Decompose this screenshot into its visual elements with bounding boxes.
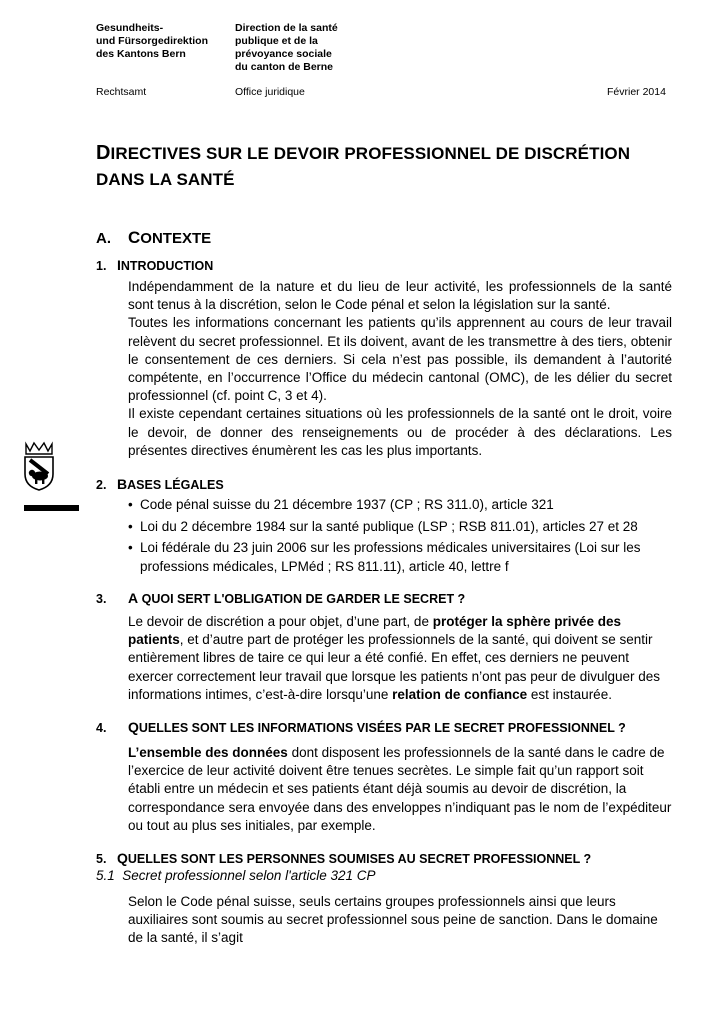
emphasis: L’ensemble des données — [128, 745, 288, 760]
heading-rest: QUOI SERT L'OBLIGATION DE GARDER LE SECRET ? — [138, 592, 466, 606]
heading-number: 3. — [96, 592, 107, 606]
heading-initial: Q — [117, 850, 128, 866]
heading-initial: Q — [128, 719, 139, 735]
heading-initial: I — [117, 257, 121, 273]
heading-rest: UELLES SONT LES PERSONNES SOUMISES AU SECRET PROFESSIONNEL ? — [127, 852, 592, 866]
legal-bases-list — [128, 496, 678, 579]
header-line: prévoyance sociale — [235, 48, 332, 60]
list-item: • Loi fédérale du 23 juin 2006 sur les professions médicales universitaires (Loi sur les professions médicales, LPMéd ; RS 811.11), article 40, lettre f — [128, 539, 678, 576]
emphasis: relation de confiance — [392, 686, 528, 702]
section-number: A. — [96, 230, 111, 247]
heading-initial: A — [128, 590, 139, 606]
list-item: • Loi du 2 décembre 1984 sur la santé publique (LSP ; RSB 811.01), articles 27 et 28 — [128, 518, 678, 537]
heading-rest: ONTEXTE — [140, 230, 212, 247]
text-run: , et d’autre part de protéger les professionnels de la santé, qui doivent se sentir entièrement libres de taire ce qui leur a été confié. En effet, ces derniers ne peuvent exercer correctement leur travail que lorsque les patients n’ont pas peur de divulguer des informations intimes, c’est-à-dire lorsqu’une — [128, 632, 661, 702]
header-line: du canton de Berne — [235, 61, 334, 73]
canton-bern-logo — [22, 440, 56, 492]
heading-number: 4. — [96, 721, 107, 735]
paragraph: Toutes les informations concernant les patients qu’ils apprennent au cours de leur travail relèvent du secret professionnel. Et ils doivent, avant de les transmettre à des tiers, obtenir le consentement de ces derniers. Si cela n’est pas possible, ils demandent à l’autorité compétente, en l’occurrence l’Office du médecin cantonal (OMC), de les délier du secret professionnel (cf. point C, 3 et 4). — [128, 315, 672, 404]
header-line: Gesundheits- — [96, 22, 164, 34]
section-a-heading — [96, 228, 211, 248]
heading-initial: B — [117, 476, 128, 492]
document-title — [96, 140, 696, 193]
subsection-number: 5.1 — [96, 868, 115, 883]
heading-initial: C — [128, 228, 141, 247]
purpose-text — [128, 613, 672, 704]
paragraph — [128, 613, 672, 704]
emphasis: protéger la sphère privée des patients — [128, 614, 622, 648]
header-german-authority — [96, 22, 208, 61]
paragraph: Indépendamment de la nature et du lieu de leur activité, les professionnels de la santé sont tenus à la discrétion, selon le Code pénal et selon la législation sur la santé. — [128, 279, 672, 313]
heading-rest: ASES LÉGALES — [127, 478, 224, 492]
title-line2: DANS LA SANTÉ — [96, 170, 235, 189]
heading-legal-bases — [96, 476, 224, 492]
paragraph: Selon le Code pénal suisse, seuls certains groupes professionnels ainsi que leurs auxiliaires sont soumis au secret professionnel sous peine de sanction. Dans le domaine de la santé, il s’agit — [128, 894, 658, 946]
paragraph: Il existe cependant certaines situations où les professionnels de la santé ont le droit, voire le devoir, de donner des renseignements ou de procéder à des déclarations. Les présentes directives énumèrent les cas les plus importants. — [128, 406, 672, 458]
heading-persons — [96, 850, 591, 866]
heading-rest: UELLES SONT LES INFORMATIONS VISÉES PAR LE SECRET PROFESSIONNEL ? — [138, 721, 626, 735]
information-text — [128, 744, 672, 835]
heading-number: 1. — [96, 259, 107, 273]
header-line: und Fürsorgedirektion — [96, 35, 209, 47]
text-run: Le devoir de discrétion a pour objet, d’une part, de — [128, 614, 433, 629]
heading-rest: NTRODUCTION — [120, 259, 214, 273]
list-item: • Code pénal suisse du 21 décembre 1937 (CP ; RS 311.0), article 321 — [128, 496, 678, 515]
text-run: est instaurée. — [527, 686, 612, 702]
heading-purpose — [96, 590, 465, 606]
header-line: Direction de la santé — [235, 22, 338, 34]
persons-text — [128, 893, 672, 948]
paragraph — [128, 744, 672, 835]
header-office-de: Rechtsamt — [96, 86, 147, 98]
heading-introduction — [96, 257, 213, 273]
heading-number: 2. — [96, 478, 107, 492]
header-date: Février 2014 — [607, 86, 666, 98]
heading-number: 5. — [96, 852, 107, 866]
title-initial: D — [96, 142, 111, 164]
heading-information — [96, 719, 626, 735]
introduction-text — [128, 278, 672, 460]
header-office-fr: Office juridique — [235, 86, 305, 98]
logo-bar — [24, 505, 79, 511]
header-french-authority — [235, 22, 338, 74]
title-line1: IRECTIVES SUR LE DEVOIR PROFESSIONNEL DE DISCRÉTION — [110, 144, 631, 163]
subsection-5-1 — [96, 868, 376, 883]
subsection-title: Secret professionnel selon l'article 321 CP — [122, 868, 376, 883]
text-run: dont disposent les professionnels de la santé dans le cadre de l’exercice de leur activité doivent être tenues secrètes. Le simple fait qu’un rapport soit établi entre un médecin et ses patients étant déjà soumis au devoir de discrétion, la correspondance sera envoyée dans des enveloppes n’indiquant pas le nom de l’expéditeur ou tout au plus ses initiales, par exemple. — [128, 745, 672, 833]
header-line: des Kantons Bern — [96, 48, 186, 60]
header-line: publique et de la — [235, 35, 318, 47]
